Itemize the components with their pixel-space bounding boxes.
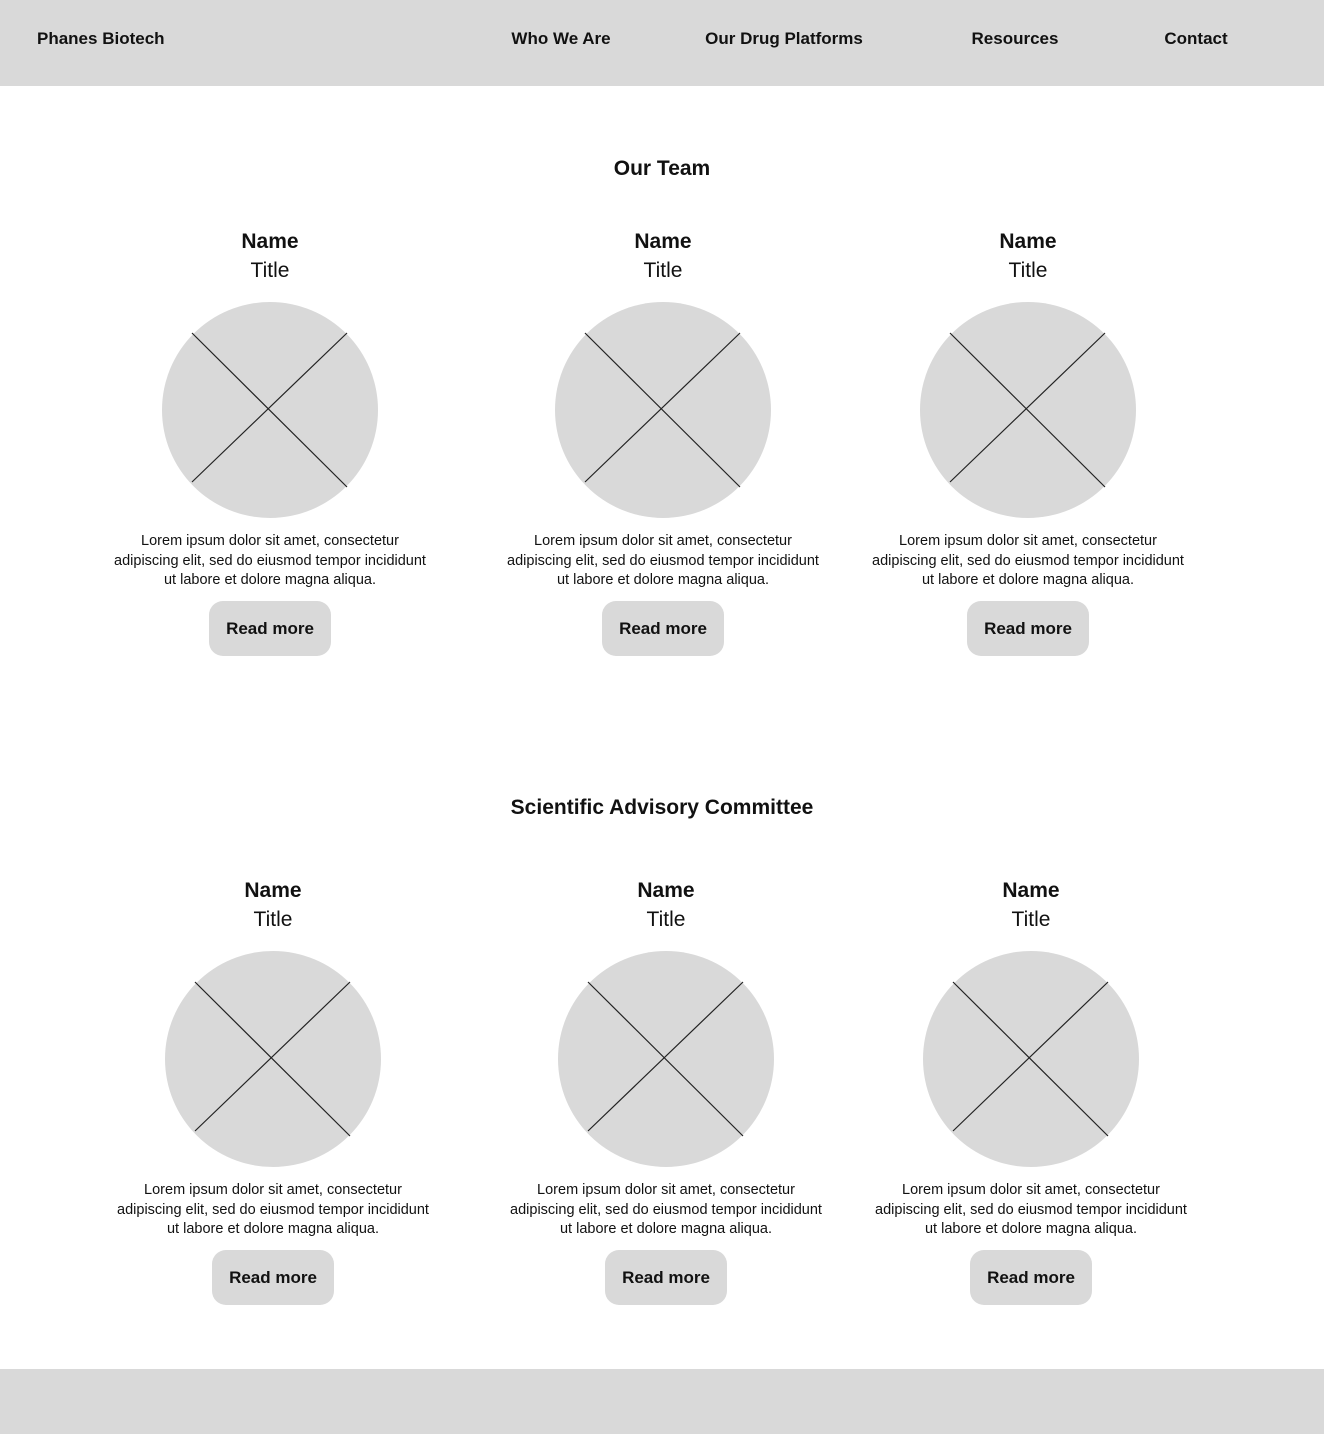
advisor-name: Name [1002,879,1060,902]
read-more-button[interactable]: Read more [212,1250,334,1305]
advisory-section-heading: Scientific Advisory Committee [510,796,814,819]
member-title: Title [1008,259,1048,282]
member-name: Name [634,230,692,253]
footer-bar [0,1369,1324,1434]
advisor-name: Name [637,879,695,902]
advisor-card [506,879,826,1319]
read-more-button[interactable]: Read more [970,1250,1092,1305]
advisor-photo-placeholder-icon [558,951,774,1167]
read-more-button[interactable]: Read more [967,601,1089,656]
member-photo-placeholder-icon [555,302,771,518]
advisor-title: Title [646,908,686,931]
member-bio: Lorem ipsum dolor sit amet, consectetur adipiscing elit, sed do eiusmod tempor incididunt ut labore et dolore magna aliqua. [872,533,1184,588]
advisor-bio: Lorem ipsum dolor sit amet, consectetur adipiscing elit, sed do eiusmod tempor incididunt ut labore et dolore magna aliqua. [875,1182,1187,1237]
team-section-heading: Our Team [613,157,711,180]
advisor-title: Title [1011,908,1051,931]
top-nav-bar [0,0,1324,86]
member-bio: Lorem ipsum dolor sit amet, consectetur adipiscing elit, sed do eiusmod tempor incididunt ut labore et dolore magna aliqua. [507,533,819,588]
read-more-button[interactable]: Read more [209,601,331,656]
nav-link-contact[interactable]: Contact [1164,29,1228,48]
advisor-photo-placeholder-icon [923,951,1139,1167]
member-title: Title [643,259,683,282]
nav-link-resources[interactable]: Resources [971,29,1059,48]
advisor-bio: Lorem ipsum dolor sit amet, consectetur adipiscing elit, sed do eiusmod tempor incididunt ut labore et dolore magna aliqua. [117,1182,429,1237]
member-name: Name [999,230,1057,253]
member-bio: Lorem ipsum dolor sit amet, consectetur adipiscing elit, sed do eiusmod tempor incididunt ut labore et dolore magna aliqua. [114,533,426,588]
member-title: Title [250,259,290,282]
advisor-bio: Lorem ipsum dolor sit amet, consectetur adipiscing elit, sed do eiusmod tempor incididunt ut labore et dolore magna aliqua. [510,1182,822,1237]
advisor-card [113,879,433,1319]
member-photo-placeholder-icon [162,302,378,518]
advisor-photo-placeholder-icon [165,951,381,1167]
team-member-card [110,230,430,670]
advisor-title: Title [253,908,293,931]
read-more-button[interactable]: Read more [602,601,724,656]
nav-link-who-we-are[interactable]: Who We Are [511,29,611,48]
nav-link-drug-platforms[interactable]: Our Drug Platforms [705,29,863,48]
advisor-name: Name [244,879,302,902]
member-photo-placeholder-icon [920,302,1136,518]
brand-logo-text[interactable]: Phanes Biotech [37,29,165,48]
advisor-card [871,879,1191,1319]
team-member-card [868,230,1188,670]
team-member-card [503,230,823,670]
read-more-button[interactable]: Read more [605,1250,727,1305]
member-name: Name [241,230,299,253]
